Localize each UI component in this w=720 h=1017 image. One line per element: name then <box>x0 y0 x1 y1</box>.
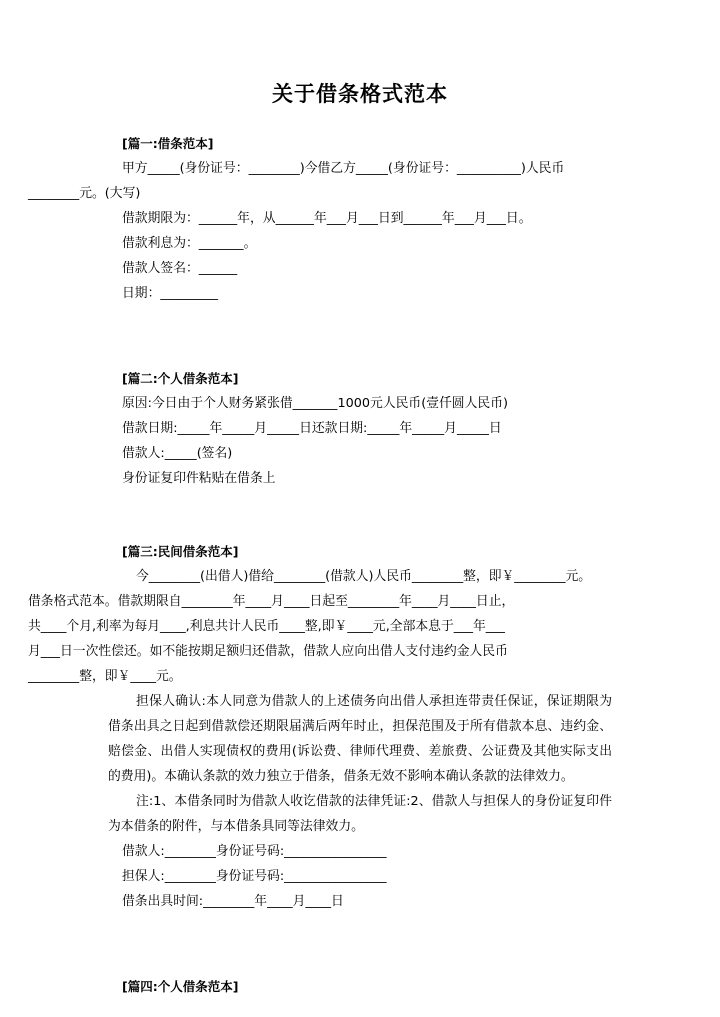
section-line: 借款日期:_____年_____月_____日还款日期:_____年_____月_____日 <box>122 421 502 436</box>
section-pian-yi <box>28 131 612 306</box>
signature-line: 借条出具时间:________年____月____日 <box>122 894 344 909</box>
section-pian-si <box>108 974 612 999</box>
section-line: 借款人:_____(签名) <box>122 446 233 461</box>
section-paragraph: 担保人确认:本人同意为借款人的上述债务向出借人承担连带责任保证，保证期限为借条出具之日起到借款偿还期限届满后两年时止，担保范围及于所有借款本息、违约金、赔偿金、出借人实现债权的费用(诉讼费、律师代理费、差旅费、公证费及其他实际支出的费用)。本确认条款的效力独立于借条，借条无效不影响本确认条款的法律效力。 <box>108 694 612 784</box>
section-line: 共____个月,利率为每月____,利息共计人民币____整,即￥____元,全部本息于___年___ <box>28 619 505 634</box>
section-line: 借款期限为：______年，从______年___月___日到______年___月___日。 <box>122 211 532 226</box>
signature-line: 担保人:________身份证号码:________________ <box>122 869 387 884</box>
section-pian-san <box>28 539 612 914</box>
section-heading: [篇一:借条范本] <box>122 136 214 151</box>
section-line: 借款人签名：______ <box>122 261 238 276</box>
section-line: 今________(出借人)借给________(借款人)人民币________整，即￥________元。 <box>136 569 592 584</box>
document-body <box>28 131 692 999</box>
section-paragraph: 注:1、本借条同时为借款人收讫借款的法律凭证:2、借款人与担保人的身份证复印件为本借条的附件，与本借条具同等法律效力。 <box>108 794 612 834</box>
section-pian-er <box>108 366 612 491</box>
section-line: 月___日一次性偿还。如不能按期足额归还借款，借款人应向出借人支付违约金人民币 <box>28 644 508 659</box>
section-line: ________整，即￥____元。 <box>28 669 182 684</box>
section-spacer <box>108 306 612 366</box>
section-spacer <box>108 914 612 974</box>
section-line: 日期：_________ <box>122 286 218 301</box>
signature-line: 借款人:________身份证号码:________________ <box>122 844 387 859</box>
page-title: 关于借条格式范本 <box>272 82 448 106</box>
section-line: 借条格式范本。借款期限自________年____月____日起至________年____月____日止， <box>28 594 515 609</box>
section-line: ________元。(大写) <box>28 186 141 201</box>
section-line: 原因:今日由于个人财务紧张借_______1000元人民币(壹仟圆人民币) <box>122 396 508 411</box>
section-heading: [篇三:民间借条范本] <box>122 544 239 559</box>
section-line: 身份证复印件粘贴在借条上 <box>122 471 276 486</box>
section-line: 借款利息为：_______。 <box>122 236 257 251</box>
section-line: 甲方_____(身份证号：________)今借乙方_____(身份证号：__________)人民币 <box>122 161 565 176</box>
section-spacer <box>108 491 612 539</box>
section-heading: [篇二:个人借条范本] <box>122 371 239 386</box>
section-heading: [篇四:个人借条范本] <box>122 979 239 994</box>
